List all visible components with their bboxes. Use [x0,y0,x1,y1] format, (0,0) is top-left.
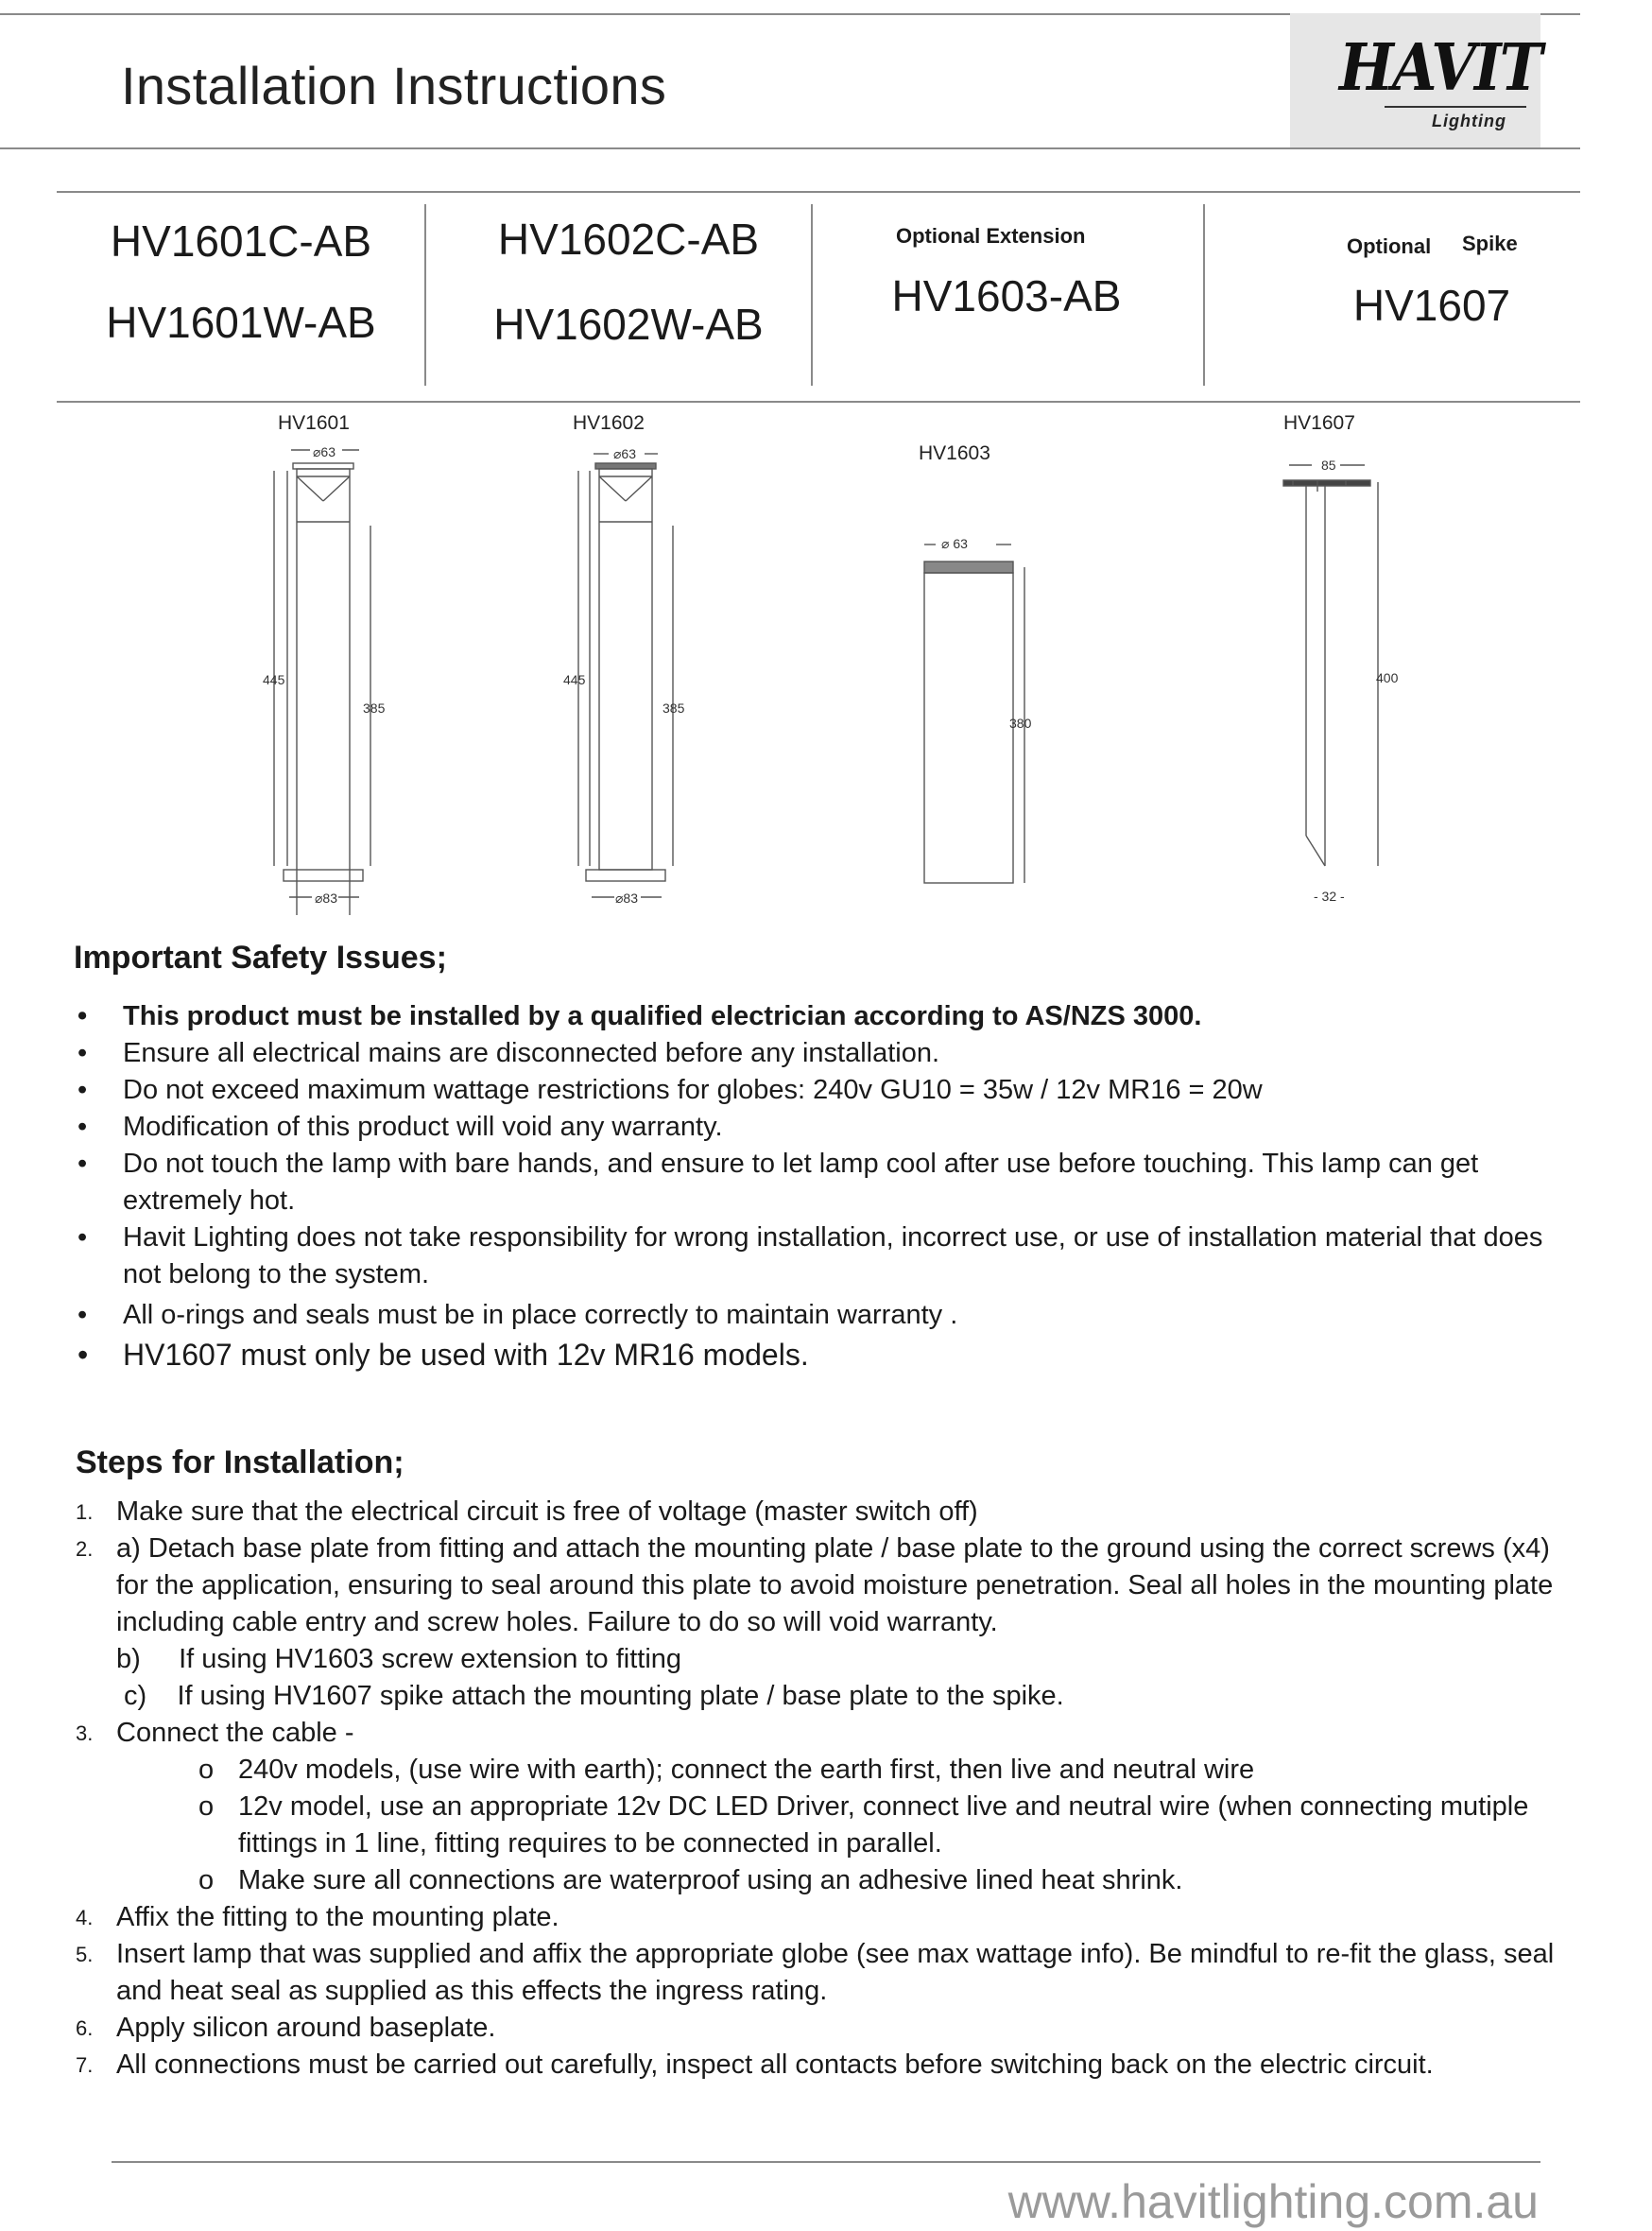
steps-list [76,1494,1588,2084]
dim-hv1602-total: 445 [563,672,586,687]
dim-hv1602-base: ⌀83 [615,891,639,906]
safety-item: • This product must be installed by a qualified electrician according to AS/NZS 3000. [77,1001,1202,1031]
drawing-label-hv1602: HV1602 [573,412,645,434]
dim-hv1607-top: 85 [1321,458,1336,473]
step-2b: b) If using HV1603 screw extension to fitting [116,1644,682,1674]
drawing-label-hv1601: HV1601 [278,412,350,434]
footer-url: www.havitlighting.com.au [1007,2175,1539,2228]
step-2c: c) If using HV1607 spike attach the mounting plate / base plate to the spike. [116,1681,1064,1711]
step-7: 7. All connections must be carried out carefully, inspect all contacts before switching back on the electric circuit. [76,2049,1434,2080]
dim-hv1607-bottom: - 32 - [1314,889,1345,904]
step-6: 6. Apply silicon around baseplate. [76,2013,496,2043]
page-title: Installation Instructions [121,56,667,115]
logo-wordmark: HAVIT [1339,30,1541,106]
model-table-top-rule [57,191,1580,193]
step-1: 1. Make sure that the electrical circuit is free of voltage (master switch off) [76,1496,978,1527]
step-4: 4. Affix the fitting to the mounting plate. [76,1902,559,1932]
safety-list [76,998,1550,1375]
safety-heading: Important Safety Issues; [74,940,447,976]
dim-hv1601-base: ⌀83 [315,891,338,906]
dim-hv1601-top: ⌀63 [313,444,336,459]
optional-extension-label: Optional Extension [896,224,1086,248]
model-hv1602c: HV1602C-AB [497,215,760,264]
logo-swoosh [1385,106,1526,108]
optional-label: Optional [1347,234,1432,258]
dim-hv1603-height: 380 [1009,716,1032,731]
model-table-bottom-rule [57,401,1580,403]
model-hv1607: HV1607 [1352,281,1511,330]
dim-hv1603-top: ⌀ 63 [941,536,968,551]
safety-item: • Havit Lighting does not take responsibility for wrong installation, incorrect use, or use of installation material that does not belong to the system. [77,1222,1543,1289]
dim-hv1601-total: 445 [263,672,285,687]
safety-item: • Do not touch the lamp with bare hands, and ensure to let lamp cool after use before touching. This lamp can get extremely hot. [77,1149,1479,1216]
step-2: 2. a) Detach base plate from fitting and attach the mounting plate / base plate to the ground using the correct screws (x4) for the application, ensuring to seal around this plate to avoid moisture penetration. Seal all holes in the mounting plate including cable entry and screw holes. Failure to do so will void warranty. [76,1533,1554,1637]
safety-item: • Modification of this product will void any warranty. [77,1112,723,1142]
spike-label: Spike [1462,232,1518,255]
cable-item-3: o Make sure all connections are waterproof using an adhesive lined heat shrink. [198,1865,1183,1895]
step-3: 3. Connect the cable - [76,1718,354,1748]
safety-item: • HV1607 must only be used with 12v MR16 models. [77,1338,809,1372]
dim-hv1602-inner: 385 [663,700,685,716]
cable-item-1: o 240v models, (use wire with earth); connect the earth first, then live and neutral wire [198,1755,1255,1785]
safety-item: • Ensure all electrical mains are disconnected before any installation. [77,1038,940,1068]
dim-hv1601-inner: 385 [363,700,386,716]
safety-item: • Do not exceed maximum wattage restrictions for globes: 240v GU10 = 35w / 12v MR16 = 20w [77,1075,1263,1105]
drawing-label-hv1603: HV1603 [919,442,990,464]
dim-hv1602-top: ⌀63 [613,446,637,461]
logo [1290,13,1540,147]
logo-subtitle: Lighting [1432,112,1506,130]
drawing-hv1603 [907,529,1040,889]
model-hv1602w: HV1602W-AB [493,300,764,349]
footer-rule [112,2161,1540,2163]
cable-item-2: o 12v model, use an appropriate 12v DC LED Driver, connect live and neutral wire (when connecting mutiple fittings in 1 line, fitting requires to be connected in parallel. [198,1791,1529,1859]
model-hv1603: HV1603-AB [891,271,1122,320]
step-5: 5. Insert lamp that was supplied and affix the appropriate globe (see max wattage info). Be mindful to re-fit the glass, seal and heat seal as supplied as this effects the ingress rating. [76,1939,1555,2006]
model-hv1601w: HV1601W-AB [106,298,376,347]
steps-heading: Steps for Installation; [76,1444,404,1480]
model-hv1601c: HV1601C-AB [110,216,372,266]
dim-hv1607-height: 400 [1376,670,1399,685]
safety-item: • All o-rings and seals must be in place correctly to maintain warranty . [77,1300,958,1330]
drawing-label-hv1607: HV1607 [1283,412,1355,434]
header-rule [0,147,1580,149]
